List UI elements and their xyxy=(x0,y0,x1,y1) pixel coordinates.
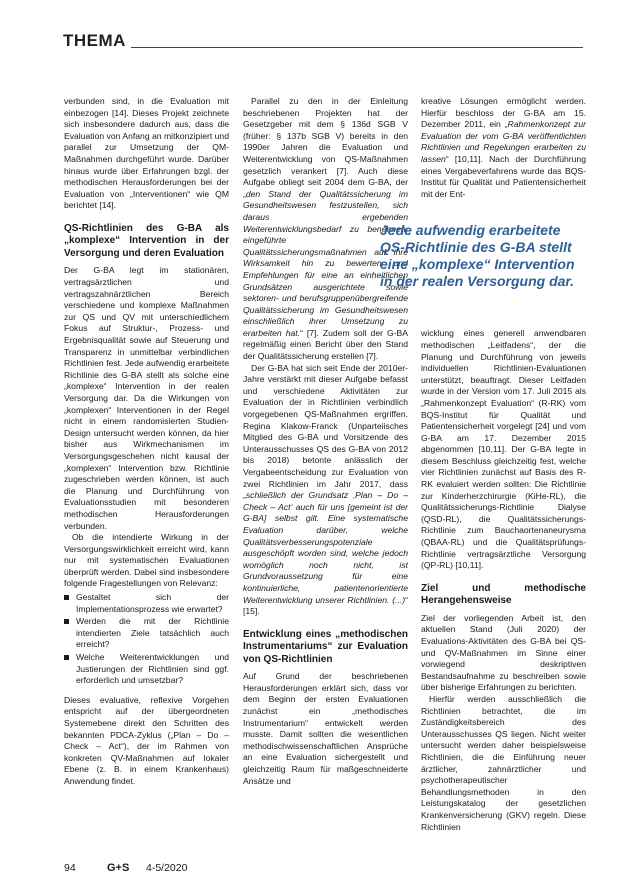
column-1 xyxy=(64,96,229,788)
paragraph: kreative Lösungen ermöglicht werden. Hierfür beschloss der G-BA am 15. Dezember 2011, ein „Rahmenkonzept zur Evaluation der vom G-BA veröffentlichten Richtlinien und Regelungen erarbeiten zu lassen“ [10,11]. Nach der Durchführung eines Vergabeverfahrens wurde das BQS-Institut für Qualität und Patientensicherheit mit der Ent- xyxy=(421,96,586,199)
paragraph: Ob die intendierte Wirkung in der Versorgungswirklichkeit erreicht wird, kann nur mit systematischen Evaluationen überprüft werden. Dabei sind insbesondere folgende Fragestellungen von Relevanz: xyxy=(64,532,229,589)
list-item: Gestaltet sich der Implementationsprozess wie erwartet? xyxy=(64,592,229,615)
paragraph: Ziel der vorliegenden Arbeit ist, den aktuellen Stand (Juli 2020) der Evaluations-Aktivitäten des G-BA bei QS- und QV-Maßnahmen im Sinne einer vorwiegend deskriptiven Bestandsaufnahme zu beschreiben sowie über bisherige Erfahrungen zu berichten. xyxy=(421,612,586,693)
paragraph: Dieses evaluative, reflexive Vorgehen entspricht auf der übergeordneten Systemebene direkt den Schritten des bekannten PDCA-Zyklus („Plan – Do – Check – Act“), der im Rahmen von konkreten QV-Maßnahmen auf lokaler Ebene (z. B. in einem Krankenhaus) Anwendung findet. xyxy=(64,694,229,786)
section-heading: Entwicklung eines „methodischen Instrumentariums“ zur Evaluation von QS-Richtlinien xyxy=(243,628,408,665)
section-heading: Ziel und methodische Herangehensweise xyxy=(421,582,586,607)
column-2 xyxy=(243,96,408,787)
pull-quote: Jede aufwendig erarbeitete QS-Richtlinie des G-BA stellt eine „komplexe“ Intervention in der realen Versorgung dar. xyxy=(380,222,575,289)
paragraph: Der G-BA hat sich seit Ende der 2010er-Jahre verstärkt mit dieser Aufgabe befasst und verschiedene Aktivitäten zur Evaluation der in Richtlinien verbindlich vorgegebenen QS-Maßnahmen ergriffen. Regina Klakow-Franck (Unparteiisches Mitglied des G-BA und Vorsitzende des Unterausschusses QS des G-BA von 2012 bis 2018) betonte anlässlich der Vergabeentscheidung zur Evaluation von zwei Richtlinien im Jahr 2017, dass „schließlich der Grundsatz ‚Plan – Do – Check – Act‘ auch für uns [gemeint ist der G-BA] selbst gilt. Eine systematische Evaluation darüber, welche Qualitätsverbesserungspotenziale ausgeschöpft worden sind, welche jedoch womöglich noch nicht, ist Grundvoraussetzung für eine kontinuierliche, patientenorientierte Weiterentwicklung unserer Richtlinien. (...)“ [15]. xyxy=(243,362,408,617)
issue-number: 4-5/2020 xyxy=(146,862,188,874)
page-header xyxy=(63,30,583,56)
pull-quote-space xyxy=(421,200,586,328)
journal-logo: G+S xyxy=(107,862,130,874)
paragraph: Auf Grund der beschriebenen Herausforderungen erklärt sich, dass vor dem Beginn der ersten Evaluationen zunächst ein „methodisches Instrumentarium“ entwickelt werden musste. Damit sollten die wesentlichen methodischwissenschaftlichen Ansprüche an eine Evaluation sichergestellt und gleichzeitig Raum für maßgeschneiderte Ansätze und xyxy=(243,671,408,786)
paragraph: Hierfür werden ausschließlich die Richtlinien betrachtet, die im Zuständigkeitsbereich des Unterausschusses QS liegen. Nicht weiter untersucht werden daher beispielsweise Richtlinien, die die Einführung neuer ärztlicher, zahnärztlicher und psychotherapeutischer Behandlungsmethoden in den Leistungskatalog der gesetzlichen Krankenversicherung (GKV) regeln. Diese Richtlinien xyxy=(421,693,586,832)
section-heading: QS-Richtlinien des G-BA als „komplexe“ Intervention in der Versorgung und deren Evaluation xyxy=(64,222,229,259)
bullet-icon xyxy=(64,595,69,600)
bullet-icon xyxy=(64,619,69,624)
bullet-icon xyxy=(64,655,69,660)
column-3 xyxy=(421,96,586,833)
paragraph: Der G-BA legt im stationären, vertragsärztlichen und vertragszahnärztlichen Bereich verschiedene und komplexe Maßnahmen zur QS und QV mit unterschiedlichem Fokus auf Struktur-, Prozess- und Ergebnisqualität sowie auf Steuerung und Transparenz in unmittelbar verbindlichen Richtlinien fest. Jede aufwendig erarbeitete Richtlinie des G-BA stellt als solche eine „komplexe“ Intervention in der realen Versorgung dar. Da die Wirkungen von „komplexen“ Interventionen in der Regel nicht in einem randomisierten Studien-Design untersucht werden können, da hier bisher aus Wirkmechanismen im Versorgungsgeschehen nicht kausal der „komplexen“ Intervention bzw. Richtlinie zugeschrieben werden können, ist auch die Planung und Durchführung von Evaluationsstudien mit besonderen methodischen Herausforderungen verbunden. xyxy=(64,265,229,531)
list-item: Werden die mit der Richtlinie intendierten Ziele tatsächlich auch erreicht? xyxy=(64,616,229,651)
section-title: THEMA xyxy=(63,31,126,50)
page-footer xyxy=(64,860,364,876)
paragraph: wicklung eines generell anwendbaren methodischen „Leitfadens“, der die Planung und Durchführung von jeweils individuellen Richtlinien-Evaluationen unterstützt, beauftragt. Dieser Leitfaden wurde in der Version vom 17. Juli 2015 als „Rahmenkonzept Evaluation“ (R-RK) vom BQS-Institut für Qualität und Patientensicherheit vorgelegt [24] und vom G-BA am 17. Dezember 2015 abgenommen [10,11]. Der G-BA legte in diesem Beschluss gleichzeitig fest, welche vier Richtlinien zunächst auf Basis des R-RK evaluiert werden sollten: Die Richtlinie zur Kinderherzchirurgie (KiHe-RL), die Qualitätssicherungs-Richtlinie Dialyse (QSD-RL), die Qualitätssicherungs-Richtlinie zum Bauchaortenaneurysma (QBAA-RL) und die Qualitätsprüfungs-Richtlinie vertragsärztliche Versorgung (QP-RL) [10,11]. xyxy=(421,328,586,571)
bullet-list xyxy=(64,592,229,687)
paragraph: verbunden sind, in die Evaluation mit einbezogen [14]. Dieses Projekt zeichnete sich insbesondere dadurch aus, dass die Evaluation von Anfang an mitkonzipiert und parallel zur Umsetzung der QM-Maßnahmen durchgeführt wurde. Darüber hinaus wurde über Erfahrungen bzgl. der methodischen Herausforderungen bei der Evaluation von „Interventionen“ wie QM berichtet [14]. xyxy=(64,96,229,211)
list-item: Welche Weiterentwicklungen und Justierungen der Richtlinien sind ggf. erforderlich und umsetzbar? xyxy=(64,652,229,687)
page-number: 94 xyxy=(64,862,76,874)
header-rule xyxy=(131,47,583,48)
paragraph: Parallel zu den in der Einleitung beschriebenen Projekten hat der Gesetzgeber mit dem § 136d SGB V (früher: § 137b SGB V) bereits in den 1990er Jahren die Evaluation und Weiterentwicklung von QS-Maßnahmen gesetzlich verankert [7]. Auch diese Aufgabe obliegt seit 2004 dem G-BA, der „den Stand der Qualitätssicherung im Gesundheitswesen festzustellen, sich daraus ergebenden Weiterentwicklungsbedarf zu benennen, eingeführte Qualitätssicherungsmaßnahmen auf ihre Wirksamkeit hin zu bewerten und Empfehlungen für eine an einheitlichen Grundsätzen ausgerichtete sowie sektoren- und berufsgruppenübergreifende Qualitätssicherung im Gesundheitswesen einschließlich ihrer Umsetzung zu erarbeiten hat.“ [7]. Zudem soll der G-BA regelmäßig einen Bericht über den Stand der Qualitätssicherung erstellen [7]. xyxy=(243,96,408,362)
